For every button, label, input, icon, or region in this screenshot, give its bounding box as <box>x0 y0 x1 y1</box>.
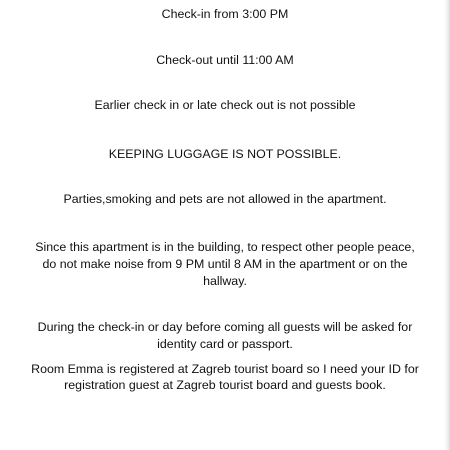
id-requirement-line-2: identity card or passport. <box>157 337 293 351</box>
check-in-time-text: Check-in from 3:00 PM <box>161 7 289 21</box>
early-late-check-text: Earlier check in or late check out is not possible <box>94 98 356 112</box>
quiet-hours-line-1: Since this apartment is in the building, to respect other people peace, <box>35 240 415 254</box>
registration-line-1: Room Emma is registered at Zagreb tourist board so I need your ID for <box>31 362 419 376</box>
luggage-policy-text: KEEPING LUGGAGE IS NOT POSSIBLE. <box>108 147 342 161</box>
house-rules-text: Parties,smoking and pets are not allowed in the apartment. <box>63 192 387 206</box>
quiet-hours-line-2: do not make noise from 9 PM until 8 AM in the apartment or on the <box>42 257 408 271</box>
id-requirement-line-1: During the check-in or day before coming all guests will be asked for <box>37 320 413 334</box>
registration-line-2: registration guest at Zagreb tourist board and guests book. <box>64 378 386 392</box>
check-out-time-text: Check-out until 11:00 AM <box>156 53 294 67</box>
quiet-hours-line-3: hallway. <box>203 274 247 288</box>
page-edge-shadow <box>444 0 450 450</box>
